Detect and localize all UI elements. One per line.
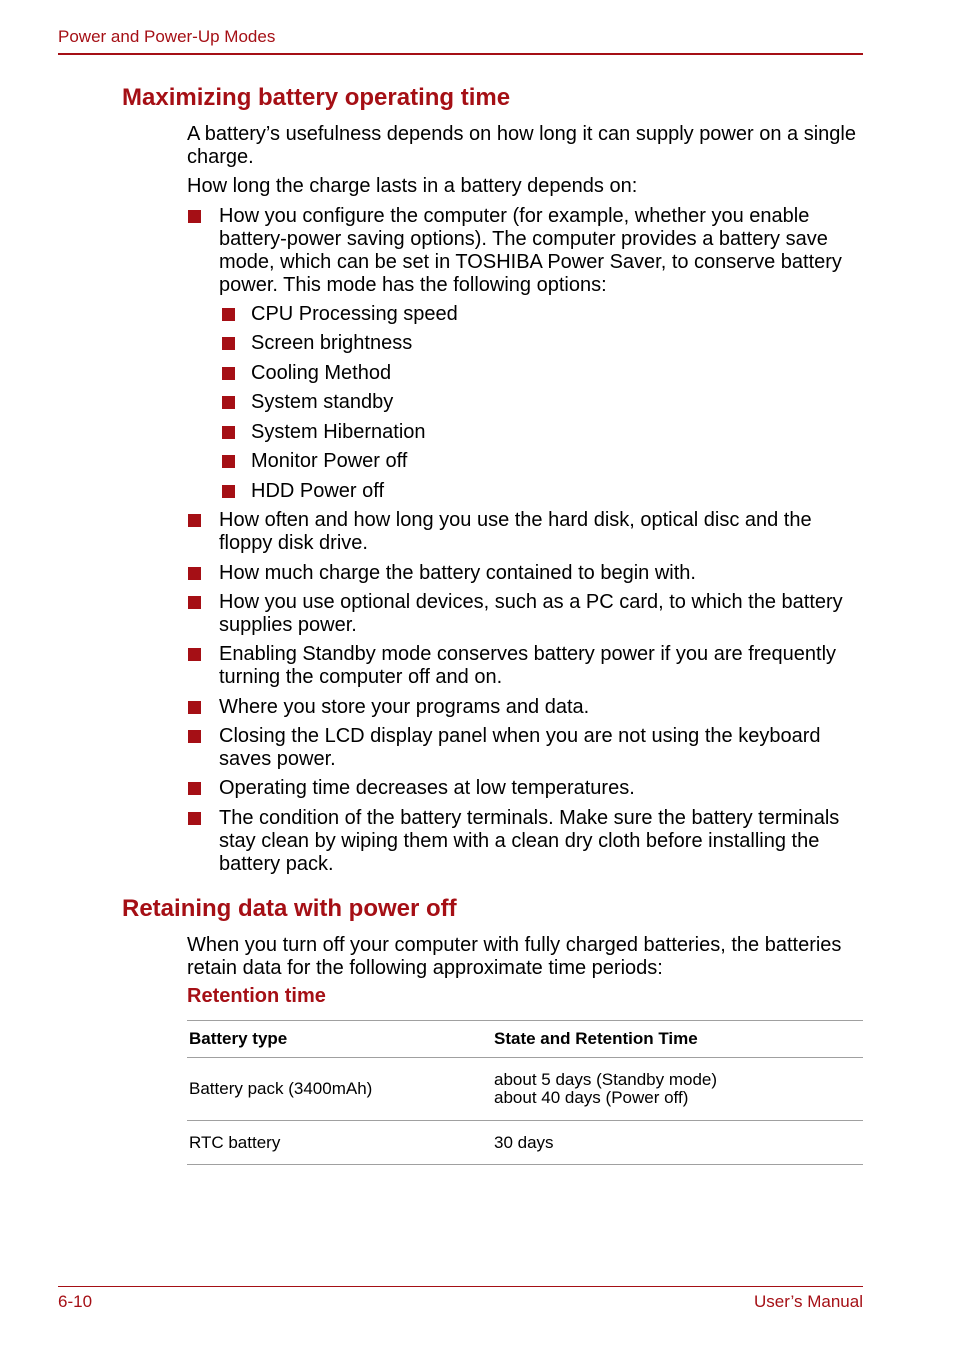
- sub-list-item: CPU Processing speed: [219, 303, 859, 326]
- list-item: How often and how long you use the hard disk, optical disc and the floppy disk drive.: [187, 509, 867, 555]
- retention-table: [187, 1020, 863, 1165]
- list-item: Enabling Standby mode conserves battery power if you are frequently turning the computer off and on.: [187, 643, 867, 689]
- retention-line: about 40 days (Power off): [494, 1088, 689, 1107]
- retention-line: about 5 days (Standby mode): [494, 1070, 718, 1089]
- manual-title: User’s Manual: [754, 1292, 863, 1311]
- square-bullet-icon: [222, 308, 235, 321]
- square-bullet-icon: [188, 210, 201, 223]
- column-header-battery-type: Battery type: [187, 1021, 492, 1058]
- square-bullet-icon: [188, 514, 201, 527]
- cell-retention-time: [492, 1121, 863, 1165]
- cell-retention-time: [492, 1058, 863, 1121]
- list-item: How you configure the computer (for example, whether you enable battery-power saving options). The computer provides a battery save mode, which can be set in TOSHIBA Power Saver, to conserve battery power. This mode has the following options:: [187, 205, 867, 297]
- square-bullet-icon: [188, 730, 201, 743]
- sub-list-item: HDD Power off: [219, 480, 859, 503]
- square-bullet-icon: [222, 337, 235, 350]
- square-bullet-icon: [222, 367, 235, 380]
- retention-line: 30 days: [494, 1132, 554, 1152]
- list-item: How much charge the battery contained to begin with.: [187, 562, 867, 585]
- square-bullet-icon: [188, 596, 201, 609]
- sub-list-item: Cooling Method: [219, 362, 859, 385]
- table-row: [187, 1058, 863, 1121]
- list-item: Closing the LCD display panel when you are not using the keyboard saves power.: [187, 725, 867, 771]
- running-header: Power and Power-Up Modes: [58, 27, 276, 46]
- footer-rule: [58, 1286, 863, 1287]
- section-title-maximizing: Maximizing battery operating time: [122, 84, 511, 111]
- cell-battery-type: Battery pack (3400mAh): [187, 1058, 492, 1121]
- square-bullet-icon: [222, 426, 235, 439]
- sub-list-item: System Hibernation: [219, 421, 859, 444]
- table-title: Retention time: [187, 985, 326, 1007]
- square-bullet-icon: [222, 455, 235, 468]
- page-number: 6-10: [58, 1292, 93, 1311]
- square-bullet-icon: [188, 567, 201, 580]
- square-bullet-icon: [188, 648, 201, 661]
- table-header-row: [187, 1021, 863, 1058]
- header-rule: [58, 53, 863, 55]
- section-title-retaining: Retaining data with power off: [122, 895, 457, 922]
- sub-list-item: System standby: [219, 391, 859, 414]
- square-bullet-icon: [222, 396, 235, 409]
- paragraph-charge-lasts: How long the charge lasts in a battery depends on:: [187, 175, 638, 197]
- square-bullet-icon: [222, 485, 235, 498]
- list-item: Where you store your programs and data.: [187, 696, 867, 719]
- sub-list-item: Monitor Power off: [219, 450, 859, 473]
- list-item: The condition of the battery terminals. Make sure the battery terminals stay clean by wiping them with a clean dry cloth before installing the battery pack.: [187, 807, 867, 876]
- sub-list-item: Screen brightness: [219, 332, 859, 355]
- table-row: [187, 1121, 863, 1165]
- list-item: Operating time decreases at low temperatures.: [187, 777, 867, 800]
- cell-battery-type: RTC battery: [187, 1121, 492, 1165]
- list-item: How you use optional devices, such as a PC card, to which the battery supplies power.: [187, 591, 867, 637]
- square-bullet-icon: [188, 701, 201, 714]
- column-header-retention-time: State and Retention Time: [492, 1021, 863, 1058]
- square-bullet-icon: [188, 812, 201, 825]
- paragraph-usefulness: A battery’s usefulness depends on how long it can supply power on a single charge.: [187, 123, 856, 168]
- paragraph-retain-data: When you turn off your computer with fully charged batteries, the batteries retain data for the following approximate time periods:: [187, 934, 842, 979]
- square-bullet-icon: [188, 782, 201, 795]
